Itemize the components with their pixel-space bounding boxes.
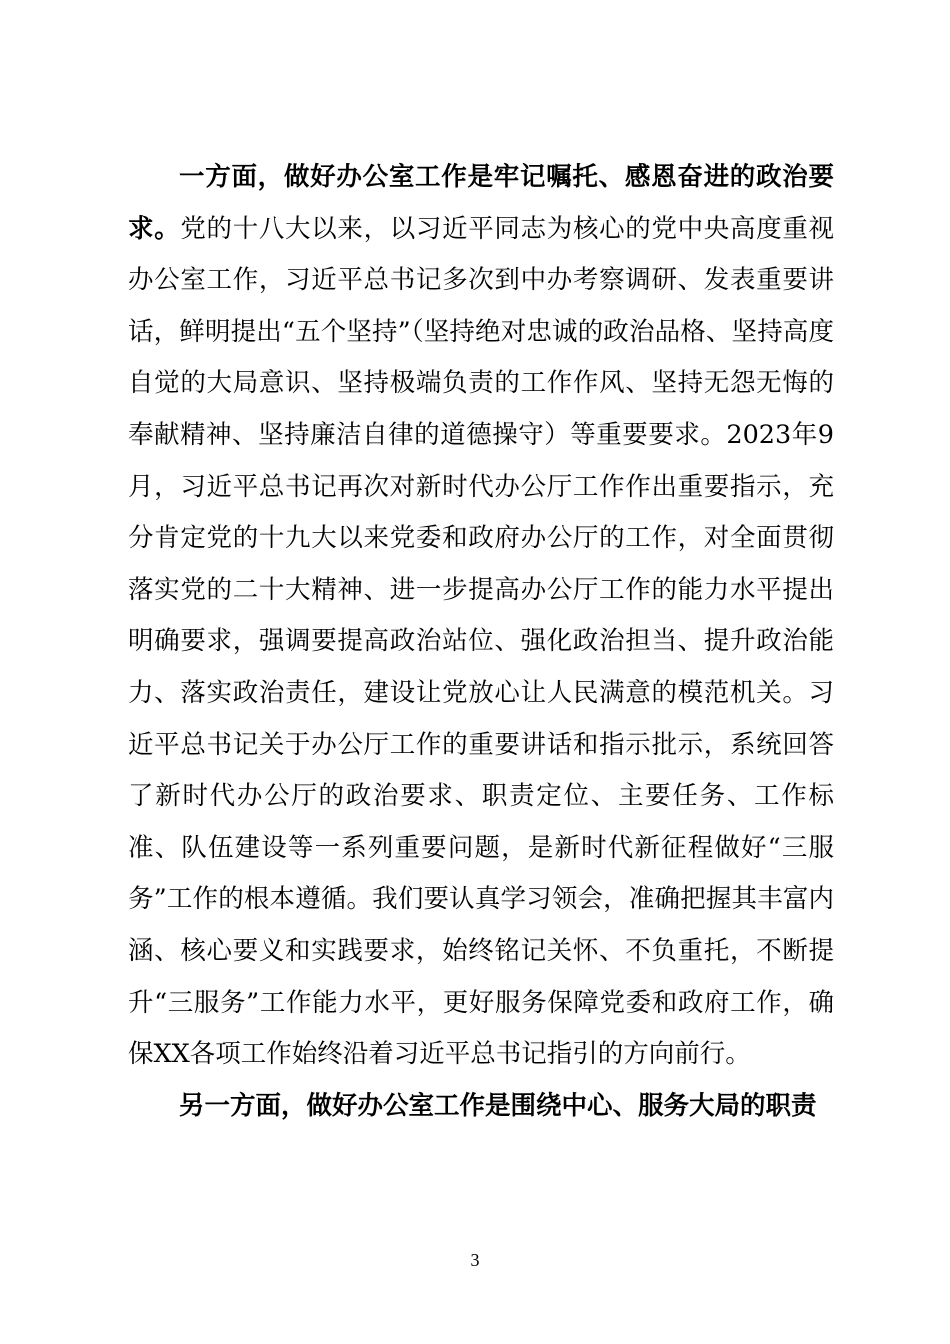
paragraph-2-heading: 另一方面，做好办公室工作是围绕中心、服务大局的职责 xyxy=(179,1090,817,1121)
page-number: 3 xyxy=(470,1250,480,1270)
document-body xyxy=(128,152,834,1132)
paragraph-2 xyxy=(128,1081,834,1133)
paragraph-1 xyxy=(128,152,834,1081)
paragraph-1-text: 党的十八大以来，以习近平同志为核心的党中央高度重视办公室工作，习近平总书记多次到中办考察调研、发表重要讲话，鲜明提出“五个坚持”（坚持绝对忠诚的政治品格、坚持高度自觉的大局意识、坚持极端负责的工作作风、坚持无怨无悔的奉献精神、坚持廉洁自律的道德操守）等重要要求。2023年9月，习近平总书记再次对新时代办公厅工作作出重要指示，充分肯定党的十九大以来党委和政府办公厅的工作，对全面贯彻落实党的二十大精神、进一步提高办公厅工作的能力水平提出明确要求，强调要提高政治站位、强化政治担当、提升政治能力、落实政治责任，建设让党放心让人民满意的模范机关。习近平总书记关于办公厅工作的重要讲话和指示批示，系统回答了新时代办公厅的政治要求、职责定位、主要任务、工作标准、队伍建设等一系列重要问题，是新时代新征程做好“三服务”工作的根本遵循。我们要认真学习领会，准确把握其丰富内涵、核心要义和实践要求，始终铭记关怀、不负重托，不断提升“三服务”工作能力水平，更好服务保障党委和政府工作，确保XX各项工作始终沿着习近平总书记指引的方向前行。 xyxy=(128,213,834,1070)
paragraph-1-heading: 一方面，做好办公室工作是牢记嘱托、感恩奋进的政治要求。 xyxy=(128,162,834,244)
